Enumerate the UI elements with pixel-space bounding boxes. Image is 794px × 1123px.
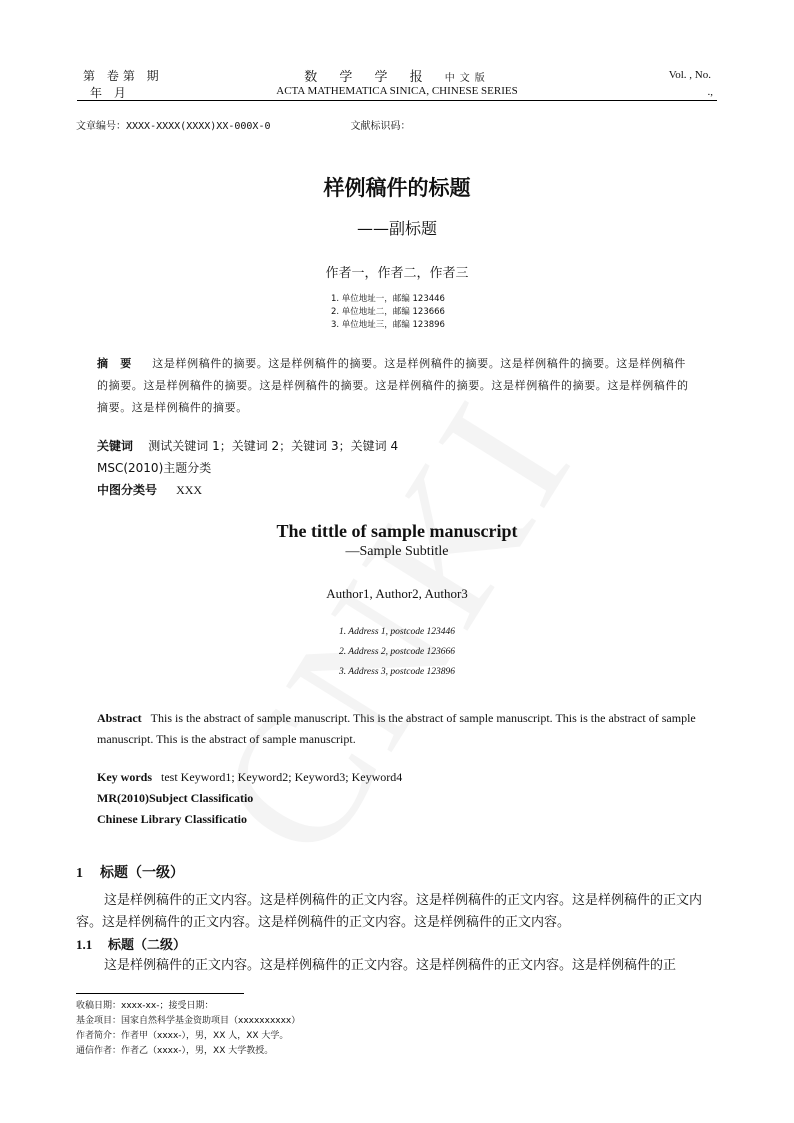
address-en-3: 3. Address 3, postcode 123896	[338, 667, 456, 677]
document-code: 文献标识码：	[350, 121, 411, 132]
clc-value-cn: XXX	[176, 483, 203, 497]
section-title-1: 标题（一级）	[100, 865, 184, 881]
abstract-text-cn: 这是样例稿件的摘要。这是样例稿件的摘要。这是样例稿件的摘要。这是样例稿件的摘要。这是样例稿件的摘要。这是样例稿件的摘要。这是样例稿件的摘要。这是样例稿件的摘要。这是样例稿件的摘要。这是样例稿件的摘要。这是样例稿件的摘要。	[97, 357, 689, 414]
subsection-heading-1-1	[76, 934, 186, 953]
journal-edition-cn: 中文版	[444, 73, 490, 84]
section-body-1: 这是样例稿件的正文内容。这是样例稿件的正文内容。这是样例稿件的正文内容。这是样例稿件的正文内容。这是样例稿件的正文内容。这是样例稿件的正文内容。这是样例稿件的正文内容。	[76, 893, 703, 930]
clc-label-cn: 中图分类号	[97, 483, 158, 497]
footnote-received-date: 收稿日期：xxxx-xx-；接受日期：	[76, 1001, 214, 1011]
subsection-title-1-1: 标题（二级）	[108, 938, 187, 953]
volume-issue-label: 第 卷第 期	[83, 69, 163, 83]
keywords-text-cn: 测试关键词 1；关键词 2；关键词 3；关键词 4	[148, 439, 399, 453]
address-cn-1: 1. 单位地址一，邮编 123446	[331, 294, 445, 304]
keywords-label-en: Key words	[97, 770, 152, 784]
keywords-text-en: test Keyword1; Keyword2; Keyword3; Keyword4	[161, 770, 403, 784]
abstract-cn	[97, 353, 697, 419]
authors-cn: 作者一，作者二，作者三	[325, 266, 469, 281]
article-meta	[76, 117, 411, 132]
section-heading-1	[76, 862, 184, 882]
footnote-corresponding-author: 通信作者：作者乙（xxxx-），男，XX 大学教授。	[76, 1046, 274, 1056]
journal-name-cn: 数 学 学 报	[304, 70, 432, 85]
msc-classification-cn	[97, 459, 211, 476]
clc-classification-en: Chinese Library Classificatio	[97, 812, 247, 826]
authors-en: Author1, Author2, Author3	[326, 586, 468, 601]
mr-classification-en: MR(2010)Subject Classificatio	[97, 791, 254, 805]
page-ref-label: .,	[707, 86, 713, 98]
footnote-funding: 基金项目：国家自然科学基金资助项目（xxxxxxxxxx）	[76, 1016, 301, 1026]
abstract-en	[97, 708, 702, 750]
header-rule	[77, 100, 717, 101]
abstract-text-en: This is the abstract of sample manuscript. This is the abstract of sample manuscript. This is the abstract of sample manuscript. This is the abstract of sample manuscript.	[97, 711, 696, 746]
subsection-number-1-1: 1.1	[76, 937, 93, 952]
paper-subtitle-cn: ——副标题	[356, 219, 437, 238]
address-en-1: 1. Address 1, postcode 123446	[338, 627, 456, 637]
volume-number-label: Vol. , No.	[668, 69, 711, 81]
paper-title-en: The tittle of sample manuscript	[276, 521, 518, 541]
keywords-label-cn: 关键词	[97, 439, 134, 453]
address-en-2: 2. Address 2, postcode 123666	[338, 647, 456, 657]
paper-subtitle-en: —Sample Subtitle	[345, 544, 449, 559]
article-number: 文章编号：XXXX-XXXX(XXXX)XX-000X-0	[76, 121, 271, 132]
msc-label-cn: MSC(2010)主题分类	[97, 461, 212, 475]
address-cn-2: 2. 单位地址二，邮编 123666	[331, 307, 445, 317]
abstract-label-cn: 摘 要	[97, 357, 132, 370]
footnote-author-bio: 作者简介：作者甲（xxxx-），男，XX 人，XX 大学。	[76, 1031, 289, 1041]
keywords-cn	[97, 437, 398, 454]
address-cn-3: 3. 单位地址三，邮编 123896	[331, 320, 445, 330]
paper-title-cn: 样例稿件的标题	[323, 176, 471, 200]
subsection-body-1-1: 这是样例稿件的正文内容。这是样例稿件的正文内容。这是样例稿件的正文内容。这是样例稿件的正	[104, 958, 677, 973]
clc-number-cn	[97, 481, 202, 498]
abstract-label-en: Abstract	[97, 711, 142, 725]
year-month-label: 年 月	[90, 86, 130, 100]
footnote-rule	[76, 993, 244, 994]
journal-title-en: ACTA MATHEMATICA SINICA, CHINESE SERIES	[276, 85, 518, 97]
section-number-1: 1	[76, 866, 83, 881]
keywords-en	[97, 770, 402, 785]
